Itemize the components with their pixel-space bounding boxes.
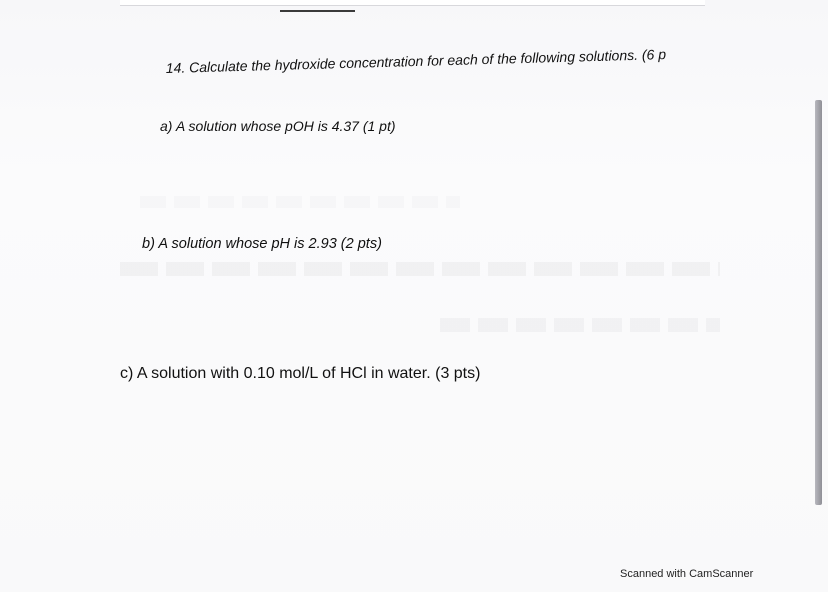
top-edge-strip: [120, 0, 705, 6]
show-through-text: [120, 262, 720, 276]
show-through-text: [440, 318, 720, 332]
question-item-a: a) A solution whose pOH is 4.37 (1 pt): [160, 118, 396, 134]
question-item-b: b) A solution whose pH is 2.93 (2 pts): [142, 236, 382, 252]
show-through-text: [140, 196, 460, 208]
question-item-c: c) A solution with 0.10 mol/L of HCl in water. (3 pts): [120, 365, 481, 382]
scanner-watermark: Scanned with CamScanner: [620, 568, 754, 580]
question-title: 14. Calculate the hydroxide concentration for each of the following solutions. (6 p: [165, 46, 667, 76]
top-edge-line: [280, 10, 355, 12]
right-edge-bar: [815, 100, 822, 505]
